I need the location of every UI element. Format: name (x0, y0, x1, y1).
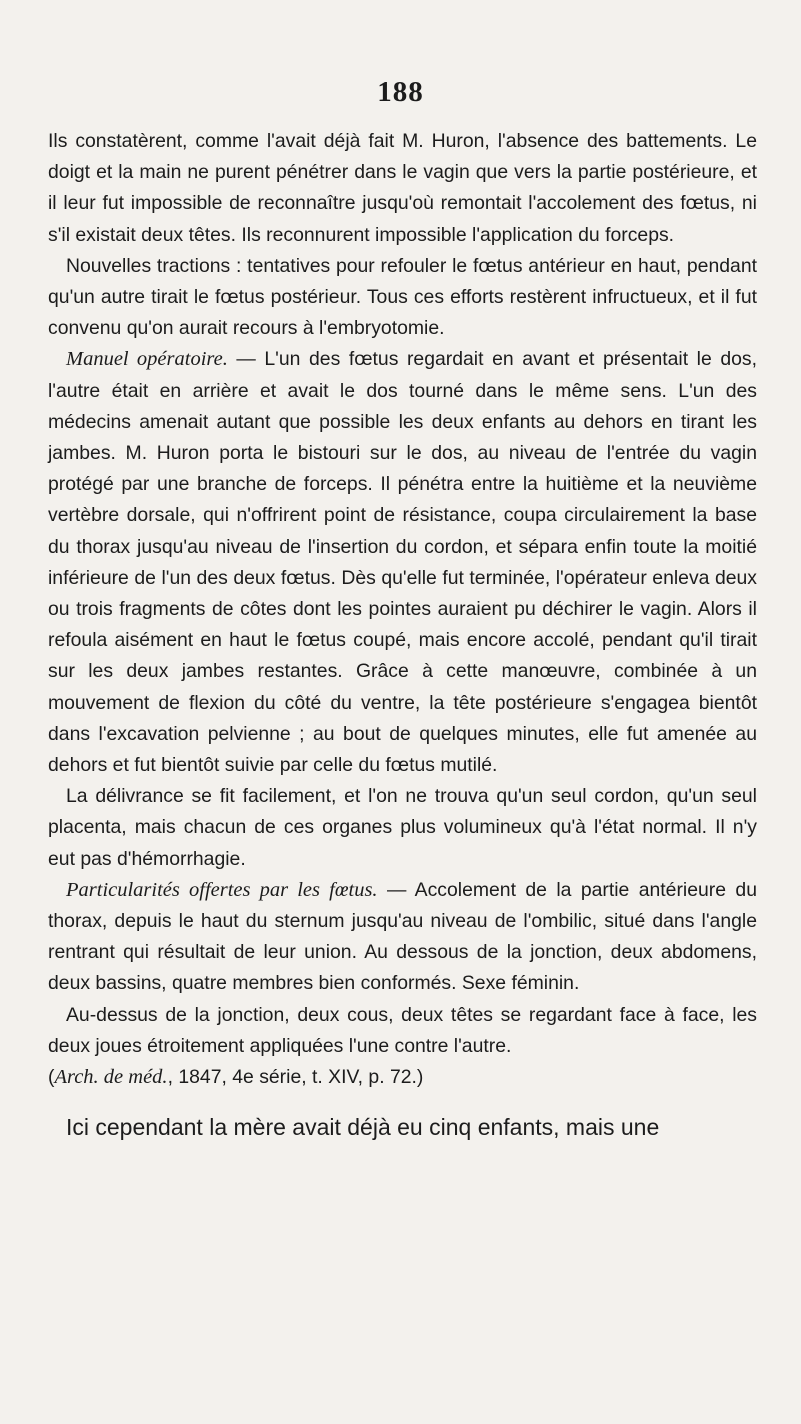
paragraph-text: Au-dessus de la jonction, deux cous, deux têtes se regardant face à face, les deux joues étroitement appliquées l'une contre l'autre. (48, 1003, 757, 1057)
paragraph-4 (48, 781, 757, 875)
reference-details: , 1847, 4e série, t. XIV, p. 72.) (167, 1066, 424, 1089)
paragraph-2 (48, 251, 757, 345)
final-line: Ici cependant la mère avait déjà eu cinq enfants, mais une (66, 1114, 660, 1141)
paragraph-3 (48, 344, 757, 781)
paragraph-text: — L'un des fœtus regardait en avant et présentait le dos, l'autre était en arrière et avait le dos tourné dans le même sens. L'un des médecins amenait autant que possible les deux enfants au dehors en tirant les jambes. M. Huron porta le bistouri sur le dos, au niveau de l'entrée du vagin protégé par une branche de forceps. Il pénétra entre la huitième et la neuvième vertèbre dorsale, qui n'offrirent point de résistance, coupa circulairement la base du thorax jusqu'au niveau de l'insertion du cordon, et sépara enfin toute la moitié inférieure de l'un des deux fœtus. Dès qu'elle fut terminée, l'opérateur enleva deux ou trois fragments de côtes dont les pointes auraient pu déchirer le vagin. Alors il refoula aisément en haut le fœtus coupé, mais encore accolé, pendant qu'il tirait sur les deux jambes restantes. Grâce à cette manœuvre, combinée à un mouvement de flexion du côté du ventre, la tête postérieure s'engagea bientôt dans l'excavation pelvienne ; au bout de quelques minutes, elle fut amenée au dehors et fut bientôt suivie par celle du fœtus mutilé. (48, 348, 757, 777)
paragraph-5 (48, 875, 757, 1000)
paragraph-text: Ils constatèrent, comme l'avait déjà fait M. Huron, l'absence des battements. Le doigt et la main ne purent pénétrer dans le vagin que vers la partie postérieure, et il leur fut impossible de reconnaître jusqu'où remontait l'accolement des fœtus, ni s'il existait deux têtes. Ils reconnurent impossible l'application du forceps. (48, 130, 757, 246)
paragraph-text: Nouvelles tractions : tentatives pour refouler le fœtus antérieur en haut, pendant qu'un autre tirait le fœtus postérieur. Tous ces efforts restèrent infructueux, et il fut convenu qu'on aurait recours à l'embryotomie. (48, 254, 757, 340)
reference-journal: Arch. de méd. (54, 1066, 168, 1089)
paragraph-text: La délivrance se fit facilement, et l'on ne trouva qu'un seul cordon, qu'un seul placenta, mais chacun de ces organes plus volumineux qu'à l'état normal. Il n'y eut pas d'hémorrhagie. (48, 785, 757, 870)
section-lead-manuel-operatoire: Manuel opératoire. (66, 348, 228, 371)
paragraph-1 (48, 126, 757, 251)
paragraph-6 (48, 1000, 757, 1062)
paragraph-text: — Accolement de la partie antérieure du thorax, depuis le haut du sternum jusqu'au niveau de l'ombilic, situé dans l'angle rentrant qui résultait de leur union. Au dessous de la jonction, deux abdomens, deux bassins, quatre membres bien conformés. Sexe féminin. (48, 878, 757, 995)
page-number: 188 (377, 76, 424, 108)
body-text (48, 126, 757, 1093)
section-lead-particularites: Particularités offertes par les fœtus. (66, 878, 378, 901)
reference-citation: (Arch. de méd., 1847, 4e série, t. XIV, p. 72.) (48, 1066, 424, 1089)
